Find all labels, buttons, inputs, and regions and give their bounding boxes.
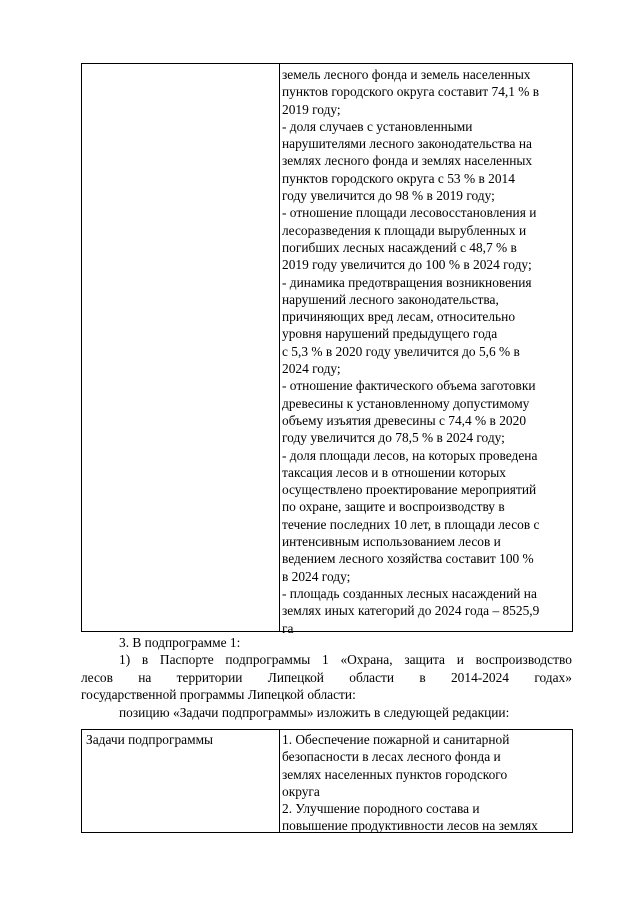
word: Липецкой xyxy=(267,670,324,685)
text-line: нарушений лесного законодательства, xyxy=(282,291,499,307)
text-line: с 5,3 % в 2020 году увеличится до 5,6 % в xyxy=(282,343,520,359)
text-line: - отношение площади лесовосстановления и xyxy=(282,205,537,221)
text-line: - доля случаев с установленными xyxy=(282,118,473,134)
text-line: уровня нарушений предыдущего года xyxy=(282,326,498,342)
text-line: 2. Улучшение породного состава и xyxy=(282,801,480,817)
tasks-content xyxy=(282,731,572,835)
item-1-line-1 xyxy=(119,651,572,669)
text-line: землях населенных пунктов городского xyxy=(282,766,508,782)
word: подпрограммы xyxy=(225,652,311,667)
text-line: году увеличится до 98 % в 2019 году; xyxy=(282,188,495,204)
tasks-table-divider xyxy=(279,729,280,833)
word: в xyxy=(141,652,149,667)
word: годах» xyxy=(534,670,572,685)
word: 1 xyxy=(322,652,329,667)
word: в xyxy=(419,670,426,685)
text-line: га xyxy=(282,620,294,636)
text-line: округа xyxy=(282,783,320,799)
text-line: земель лесного фонда и земель населенных xyxy=(282,67,531,82)
word: 1) xyxy=(119,652,131,667)
text-line: древесины к установленному допустимому xyxy=(282,395,530,411)
text-line: землях иных категорий до 2024 года – 8525,9 xyxy=(282,603,540,619)
word: защита xyxy=(404,652,445,667)
text-line: землях лесного фонда и землях населенных xyxy=(282,153,533,169)
text-line: таксация лесов и в отношении которых xyxy=(282,464,506,480)
text-line: причиняющих вред лесам, относительно xyxy=(282,309,516,325)
text-line: - площадь созданных лесных насаждений на xyxy=(282,585,537,601)
text-line: погибших лесных насаждений с 48,7 % в xyxy=(282,239,517,255)
text-line: 2019 году; xyxy=(282,101,341,117)
word: воспроизводство xyxy=(475,652,572,667)
text-line: повышение продуктивности лесов на землях xyxy=(282,818,538,834)
text-line: 2024 году; xyxy=(282,361,341,377)
text-line: 1. Обеспечение пожарной и санитарной xyxy=(282,732,510,747)
text-line: объему изъятия древесины с 74,4 % в 2020 xyxy=(282,412,527,428)
word: «Охрана, xyxy=(340,652,393,667)
word: на xyxy=(138,670,152,685)
text-line: пунктов городского округа составит 74,1 % в xyxy=(282,84,540,100)
word: Паспорте xyxy=(159,652,214,667)
item-1-line-2 xyxy=(81,669,572,687)
word: лесов xyxy=(81,670,113,685)
text-line: безопасности в лесах лесного фонда и xyxy=(282,749,501,765)
text-line: осуществлено проектирование мероприятий xyxy=(282,482,537,498)
text-line: лесоразведения к площади вырубленных и xyxy=(282,222,527,238)
item-3-heading: 3. В подпрограмме 1: xyxy=(119,635,241,650)
text-line: 2019 году увеличится до 100 % в 2024 году; xyxy=(282,257,532,273)
table-right-cell xyxy=(282,66,572,637)
word: 2014-2024 xyxy=(450,670,510,685)
text-line: ведением лесного хозяйства составит 100 % xyxy=(282,551,534,567)
text-line: - отношение фактического объема заготовки xyxy=(282,378,536,394)
text-line: году увеличится до 78,5 % в 2024 году; xyxy=(282,430,505,446)
text-line: по охране, защите и воспроизводству в xyxy=(282,499,505,515)
text-line: - динамика предотвращения возникновения xyxy=(282,274,532,290)
text-line: - доля площади лесов, на которых проведена xyxy=(282,447,538,463)
text-line: нарушителями лесного законодательства на xyxy=(282,136,532,152)
word: территории xyxy=(176,670,243,685)
position-instruction: позицию «Задачи подпрограммы» изложить в следующей редакции: xyxy=(119,705,510,720)
text-line: пунктов городского округа с 53 % в 2014 xyxy=(282,170,515,186)
tasks-label: Задачи подпрограммы xyxy=(86,732,214,747)
item-1-line-3: государственной программы Липецкой области: xyxy=(81,687,356,702)
word: области xyxy=(349,670,395,685)
table-column-divider xyxy=(279,63,280,632)
word: и xyxy=(456,652,464,667)
text-line: в 2024 году; xyxy=(282,568,351,584)
text-line: интенсивным использованием лесов и xyxy=(282,534,501,550)
text-line: течение последних 10 лет, в площади лесов с xyxy=(282,516,540,532)
